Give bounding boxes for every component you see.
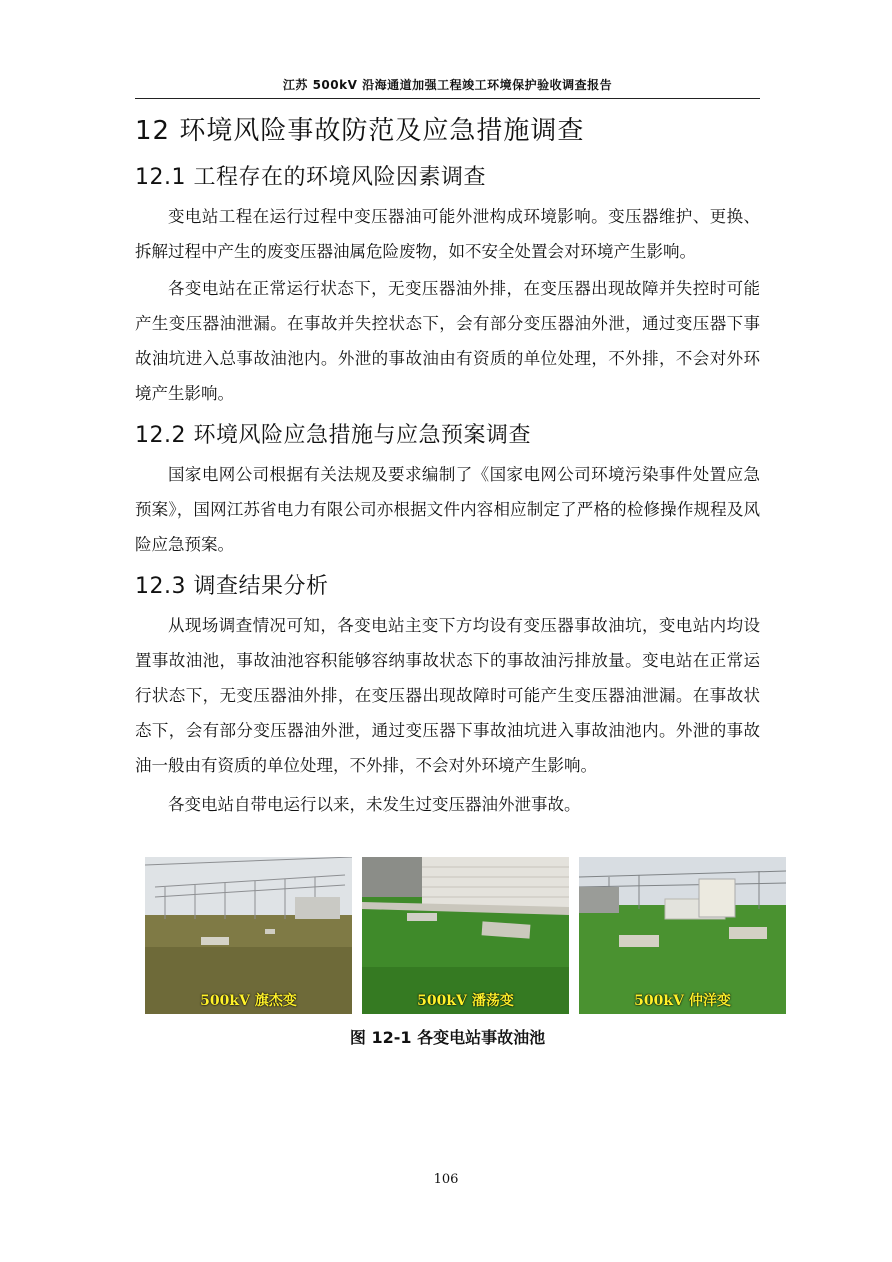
- header-rule: [135, 98, 760, 99]
- page-number: 106: [433, 1172, 459, 1187]
- section-heading-12-2: 12.2 环境风险应急措施与应急预案调查: [135, 423, 531, 448]
- chapter-title: 12 环境风险事故防范及应急措施调查: [135, 116, 585, 146]
- paragraph-12-1-b: 各变电站在正常运行状态下，无变压器油外排，在变压器出现故障并失控时可能产生变压器油泄漏。在事故并失控状态下，会有部分变压器油外泄，通过变压器下事故油坑进入总事故油池内。外泄的事故油由有资质的单位处理，不外排，不会对外环境产生影响。: [135, 279, 760, 403]
- section-heading-12-1: 12.1 工程存在的环境风险因素调查: [135, 165, 486, 190]
- figure-oil-pits: [145, 857, 785, 1015]
- photo-pandang-substation: [362, 857, 569, 1014]
- photo-label-qijie: 500kV 旗杰变: [200, 993, 297, 1009]
- photo-label-pandang: 500kV 潘荡变: [417, 993, 514, 1009]
- figure-caption: 图 12-1 各变电站事故油池: [349, 1028, 546, 1047]
- photo-qijie-substation: [145, 857, 352, 1014]
- running-header: 江苏 500kV 沿海通道加强工程竣工环境保护验收调查报告: [282, 78, 613, 92]
- paragraph-12-3-b: 各变电站自带电运行以来，未发生过变压器油外泄事故。: [168, 795, 581, 814]
- paragraph-12-1-a: 变电站工程在运行过程中变压器油可能外泄构成环境影响。变压器维护、更换、拆解过程中产生的废变压器油属危险废物，如不安全处置会对环境产生影响。: [135, 207, 760, 261]
- section-heading-12-3: 12.3 调查结果分析: [135, 574, 329, 599]
- paragraph-12-2-a: 国家电网公司根据有关法规及要求编制了《国家电网公司环境污染事件处置应急预案》，国网江苏省电力有限公司亦根据文件内容相应制定了严格的检修操作规程及风险应急预案。: [135, 465, 760, 554]
- photo-zhongyang-substation: [579, 857, 786, 1014]
- paragraph-12-3-a: 从现场调查情况可知，各变电站主变下方均设有变压器事故油坑，变电站内均设置事故油池，事故油池容积能够容纳事故状态下的事故油污排放量。变电站在正常运行状态下，无变压器油外排，在变压器出现故障时可能产生变压器油泄漏。在事故状态下，会有部分变压器油外泄，通过变压器下事故油坑进入事故油池内。外泄的事故油一般由有资质的单位处理，不外排，不会对外环境产生影响。: [135, 616, 760, 775]
- photo-label-zhongyang: 500kV 仲洋变: [634, 993, 731, 1009]
